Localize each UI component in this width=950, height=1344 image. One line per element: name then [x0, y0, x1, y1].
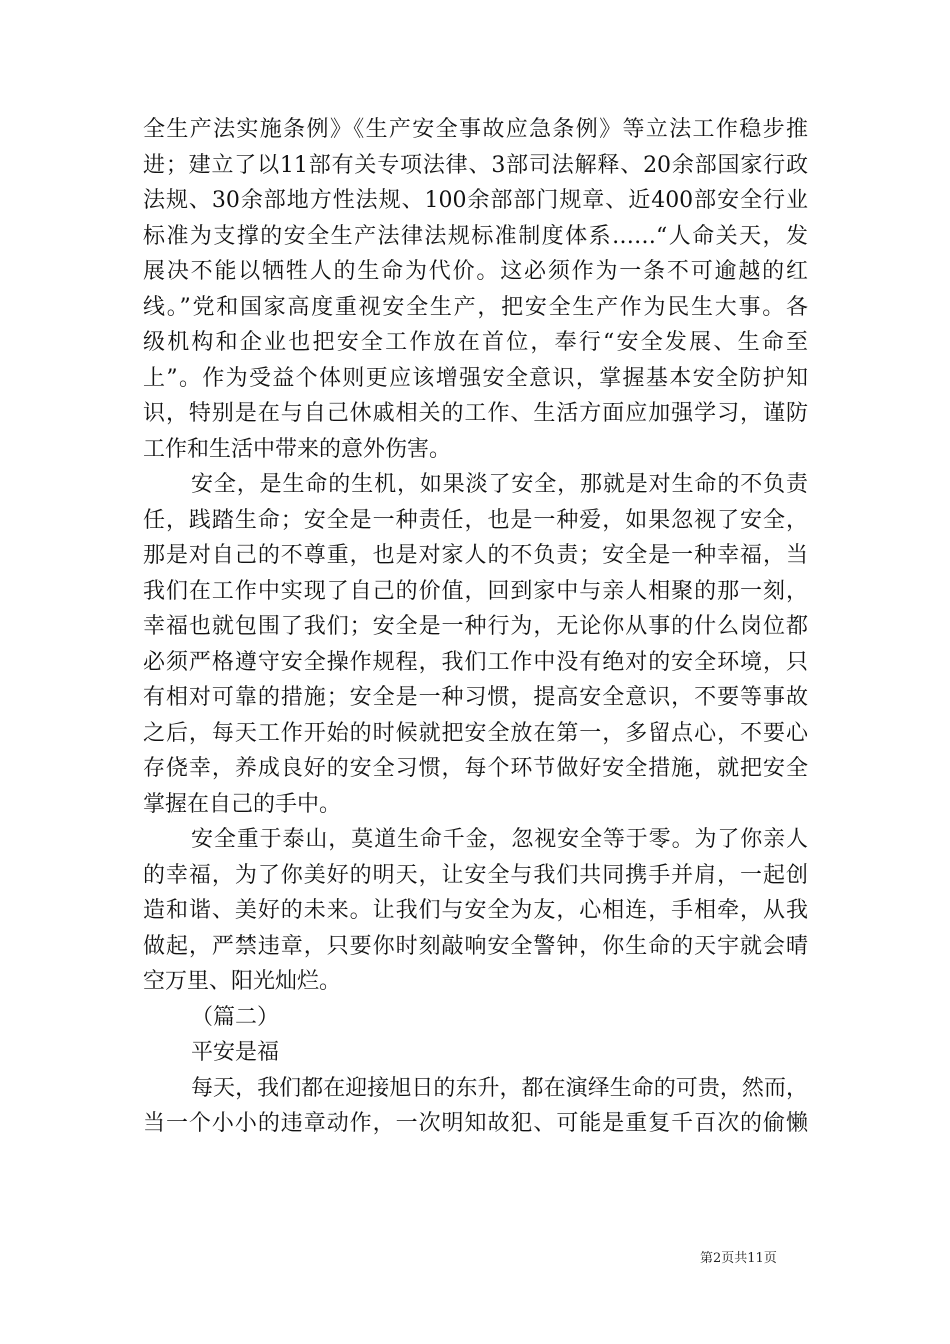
text-line: 全生产法实施条例》《生产安全事故应急条例》等立法工作稳步推	[143, 117, 808, 142]
paragraph-4	[143, 1071, 808, 1142]
section-number: （篇二）	[191, 1004, 280, 1030]
text-line: 的幸福，为了你美好的明天，让安全与我们共同携手并肩，一起创	[143, 862, 808, 888]
text-line: 那是对自己的不尊重，也是对家人的不负责；安全是一种幸福，当	[143, 543, 808, 568]
text-line: 存侥幸，养成良好的安全习惯，每个环节做好安全措施，就把安全	[143, 756, 808, 781]
text-line: 进；建立了以11部有关专项法律、3部司法解释、20余部国家行政	[143, 152, 808, 178]
text-line: 每天，我们都在迎接旭日的东升，都在演绎生命的可贵，然而，	[191, 1075, 808, 1101]
text-line: 安全，是生命的生机，如果淡了安全，那就是对生命的不负责	[191, 472, 808, 497]
page-number-footer: 第2页共11页	[700, 1251, 777, 1266]
text-line: 掌握在自己的手中。	[143, 791, 342, 817]
text-line: 线。”党和国家高度重视安全生产，把安全生产作为民生大事。各	[143, 294, 808, 320]
text-line: 法规、30余部地方性法规、100余部部门规章、近400部安全行业	[143, 188, 808, 213]
section-label	[143, 1000, 808, 1036]
text-line: 识，特别是在与自己休戚相关的工作、生活方面应加强学习，谨防	[143, 401, 808, 426]
text-line: 之后，每天工作开始的时候就把安全放在第一，多留点心，不要心	[143, 720, 808, 746]
text-line: 幸福也就包围了我们；安全是一种行为，无论你从事的什么岗位都	[143, 614, 808, 639]
text-line: 标准为支撑的安全生产法律法规标准制度体系……“人命关天，发	[143, 223, 808, 249]
text-line: 工作和生活中带来的意外伤害。	[143, 436, 452, 462]
text-line: 我们在工作中实现了自己的价值，回到家中与亲人相聚的那一刻，	[143, 578, 808, 604]
text-line: 级机构和企业也把安全工作放在首位，奉行“安全发展、生命至	[143, 330, 808, 355]
text-line: 造和谐、美好的未来。让我们与安全为友，心相连，手相牵，从我	[143, 898, 808, 923]
paragraph-3	[143, 822, 808, 1000]
text-line: 有相对可靠的措施；安全是一种习惯，提高安全意识，不要等事故	[143, 685, 808, 710]
text-line: 展决不能以牺牲人的生命为代价。这必须作为一条不可逾越的红	[143, 259, 808, 284]
text-line: 必须严格遵守安全操作规程，我们工作中没有绝对的安全环境，只	[143, 649, 808, 675]
text-line: 任，践踏生命；安全是一种责任，也是一种爱，如果忽视了安全，	[143, 507, 808, 533]
paragraph-1	[143, 112, 808, 467]
text-line: 当一个小小的违章动作，一次明知故犯、可能是重复千百次的偷懒	[143, 1111, 808, 1136]
text-line: 空万里、阳光灿烂。	[143, 969, 342, 994]
document-body	[143, 112, 808, 1142]
paragraph-2	[143, 467, 808, 822]
text-line: 做起，严禁违章，只要你时刻敲响安全警钟，你生命的天宇就会晴	[143, 933, 808, 959]
text-line: 上”。作为受益个体则更应该增强安全意识，掌握基本安全防护知	[143, 365, 808, 391]
text-line: 安全重于泰山，莫道生命千金，忽视安全等于零。为了你亲人	[191, 827, 808, 852]
section-title	[143, 1035, 808, 1071]
section-heading: 平安是福	[191, 1040, 280, 1065]
